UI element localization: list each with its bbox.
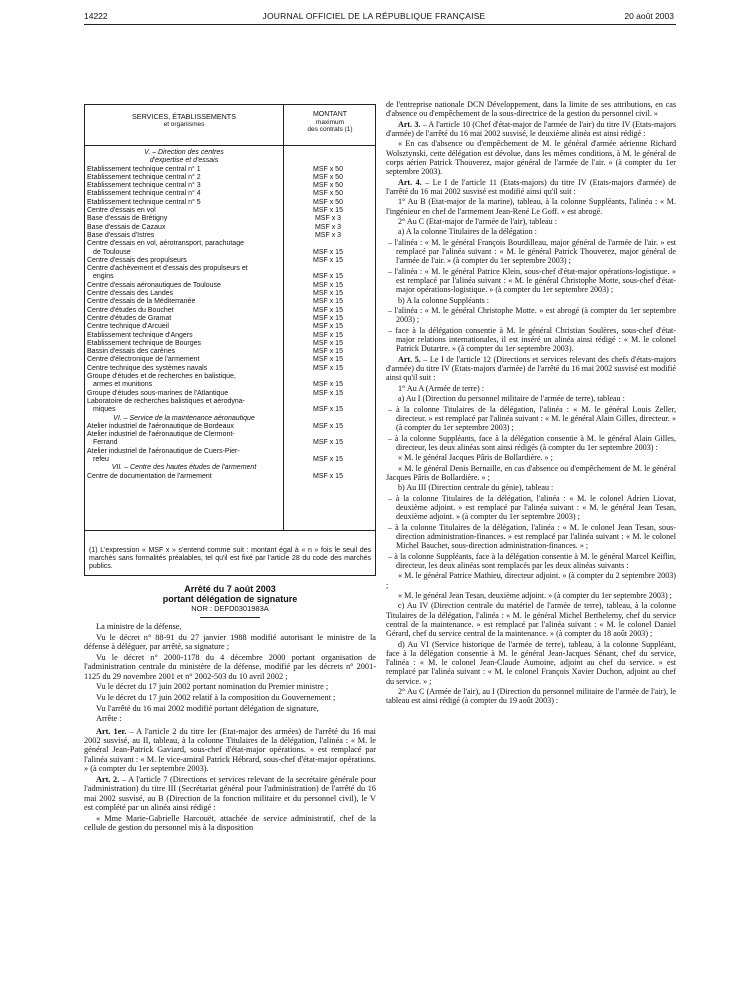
article-5-label: Art. 5. — [398, 354, 421, 364]
table-cell-amount: MSF x 15 — [313, 364, 343, 372]
paragraph: « M. le général Patrice Mathieu, directeur adjoint. » (à compter du 2 septembre 2003) ; — [386, 571, 676, 590]
paragraph: – à la colonne Titulaires de la délégation, l'alinéa : « M. le colonel Jean Tesan, sous-direction administration-finances. » est remplacé par l'alinéa suivant : « M. le colonel Michel Bauchet, sous-direction administration-finances. » ; — [388, 522, 676, 551]
table-cell-service: Atelier industriel de l'aéronautique de Bordeaux — [87, 422, 234, 430]
table-cell-amount: MSF x 15 — [313, 314, 343, 322]
table-cell-amount: MSF x 15 — [313, 472, 343, 480]
table-cell-amount: MSF x 15 — [313, 256, 343, 264]
table-row — [85, 207, 375, 215]
table-cell-amount — [281, 157, 375, 165]
table-cell-amount: MSF x 15 — [313, 290, 343, 298]
table-row — [85, 307, 375, 315]
article-4-label: Art. 4. — [398, 177, 422, 187]
decree-title-line1: Arrêté du 7 août 2003 — [184, 584, 276, 594]
paragraph: b) A la colonne Suppléants : — [398, 295, 490, 305]
article-1-text: – A l'article 2 du titre Ier (Etat-major des armées) de l'arrêté du 16 mai 2002 susvisé, au II, tableau, à la colonne Titulaires de la délégation, l'alinéa : « M. le général Jean-Patrick Gaviard, sous-chef d'état-major opérations. » est remplacé par l'alinéa suivant : « M. le vice-amiral Patrick Hébrard, sous-chef d'état-major opérations. » (à compter du 1er septembre 2003). — [84, 726, 376, 774]
table-cell-amount — [281, 149, 375, 157]
table-cell-service: armes et munitions — [93, 381, 153, 389]
paragraph: – à la colonne Titulaires de la délégation, l'alinéa : « M. le général Louis Zeller, directeur. » est remplacé par l'alinéa suivant : « M. le général Alain Gilles, directeur. » (à compter du 1er septembre 2003) ; — [388, 404, 676, 433]
header-amount-line1: MONTANT — [312, 111, 348, 118]
table-cell-amount: MSF x 50 — [313, 190, 343, 198]
table-row — [85, 290, 375, 298]
table-cell-service: Centre de documentation de l'armement — [87, 472, 212, 480]
table-cell-service: refeu — [93, 455, 109, 463]
article-2-text: – A l'article 7 (Directions et services relevant de la secrétaire générale pour l'administration) du titre III (Secrétariat général pour l'administration) de l'arrêté du 16 mai 2002 susvisé, au B (Direction de la fonction militaire et du personnel civil), le V est complété par un alinéa ainsi rédigé : — [84, 774, 377, 813]
table-row — [85, 340, 375, 348]
table-cell-service: Centre d'essais des propulseurs — [87, 256, 187, 264]
article-5-text: – Le I de l'article 12 (Directions et services relevant des chefs d'états-majors d'armée) du titre IV (Etats-majors d'armée) de l'arrêté du 16 mai 2002 susvisé est modifié ainsi qu'il suit : — [386, 354, 676, 383]
paragraph: b) Au III (Direction centrale du génie), tableau : — [398, 483, 554, 493]
page-number: 14222 — [84, 11, 108, 21]
decree-left-column — [84, 584, 376, 834]
table-cell-amount: MSF x 15 — [313, 298, 343, 306]
table-cell-amount: MSF x 15 — [313, 281, 343, 289]
paragraph: a) Au I (Direction du personnel militaire de l'armée de terre), tableau : — [398, 394, 625, 404]
article-4 — [386, 178, 676, 197]
table-cell-amount — [281, 240, 375, 248]
table-cell-amount: MSF x 15 — [313, 356, 343, 364]
table-row — [85, 406, 375, 414]
paragraph: 2° Au C (Etat-major de l'armée de l'air), tableau : — [398, 216, 557, 226]
table-cell-service: Centre d'essais aéronautiques de Toulouse — [87, 281, 221, 289]
table-cell-service: de Toulouse — [93, 248, 131, 256]
table-cell-service: Etablissement technique central n° 2 — [87, 173, 201, 181]
table-cell-amount: MSF x 15 — [313, 406, 343, 414]
paragraph: de l'entreprise nationale DCN Développement, dans la limite de ses attributions, en cas d'absence ou d'empêchement de la sous-directrice de la gestion du personnel civil. » — [386, 100, 676, 119]
table-row — [85, 224, 375, 232]
paragraph: 2° Au C (Armée de l'air), au I (Direction du personnel militaire de l'armée de l'air), le tableau est ainsi rédigé (à compter du 19 août 2003) : — [386, 687, 676, 706]
table-cell-service: VI. – Service de la maintenance aéronautique — [113, 414, 255, 422]
table-section-heading — [85, 464, 375, 472]
table-cell-amount: MSF x 15 — [313, 381, 343, 389]
table-cell-amount: MSF x 3 — [314, 223, 342, 231]
table-cell-service: Centre d'études de Gramat — [87, 314, 172, 322]
table-cell-service: Etablissement technique d'Angers — [87, 331, 193, 339]
decree-arrete: Arrête : — [96, 714, 122, 724]
decree-nor: NOR : DEFD0301983A — [191, 604, 269, 613]
paragraph: « M. le général Denis Bernaille, en cas d'absence ou d'empêchement de M. le général Jacques Pâris de Bollardière. » ; — [386, 463, 676, 482]
table-cell-service: Bassin d'essais des carènes — [87, 348, 176, 356]
table-row — [85, 282, 375, 290]
decree-right-column — [386, 100, 676, 707]
table-cell-service: Centre technique des systèmes navals — [87, 364, 208, 372]
table-cell-service: d'expertise et d'essais — [149, 157, 219, 165]
article-3 — [386, 120, 676, 139]
table-cell-amount — [281, 373, 375, 381]
paragraph: – à la colonne Suppléants, face à la délégation consentie à M. le général Marcel Keiflin, directeur, les deux alinéas sont remplacés par les deux alinéas suivants : — [388, 551, 676, 570]
article-2-quote: « Mme Marie-Gabrielle Harcouët, attachée de service administratif, chef de la cellule de gestion du personnel mis à la disposition — [84, 813, 376, 833]
table-row — [85, 456, 375, 464]
paragraph: a) A la colonne Titulaires de la délégation : — [398, 227, 537, 237]
article-3-label: Art. 3. — [398, 119, 421, 129]
table-cell-service: Etablissement technique central n° 3 — [87, 182, 201, 190]
article-2 — [84, 775, 376, 813]
table-row — [85, 332, 375, 340]
table-cell-amount — [281, 265, 375, 273]
table-row — [85, 166, 375, 174]
table-row — [85, 423, 375, 431]
table-cell-amount: MSF x 50 — [313, 173, 343, 181]
table-cell-service: Etablissement technique central n° 5 — [87, 198, 201, 206]
table-row — [85, 199, 375, 207]
header-services-line2: et organismes — [163, 121, 205, 128]
article-1-label: Art. 1er. — [96, 726, 127, 736]
header-amount-line3: des contrats (1) — [307, 126, 353, 134]
article-4-text: – Le I de l'article 11 (Etats-majors) du titre IV (Etats-majors d'armée) de l'arrêté du 16 mai 2002 susvisé est modifié ainsi qu'il suit : — [386, 177, 676, 196]
table-header-separator — [85, 145, 375, 146]
table-cell-service: Centre d'études du Bouchet — [87, 306, 174, 314]
table-header-amount — [283, 111, 377, 134]
paragraph: 1° Au A (Armée de terre) : — [398, 383, 484, 393]
paragraph: – l'alinéa : « M. le général Patrice Klein, sous-chef d'état-major opérations-logistique. » est remplacé par l'alinéa suivant : « M. le général Christophe Motte, sous-chef d'état-major opérations-logistique. » (à compter du 1er septembre 2003) ; — [388, 266, 676, 295]
table-cell-amount: MSF x 15 — [313, 339, 343, 347]
table-row — [85, 190, 375, 198]
table-cell-amount — [281, 464, 375, 472]
table-cell-amount: MSF x 15 — [313, 389, 343, 397]
table-row — [85, 365, 375, 373]
table-row — [85, 240, 375, 248]
table-cell-service: V. – Direction des centres — [144, 149, 224, 156]
article-1 — [84, 727, 376, 774]
decree-paragraph: Vu le décret n° 88-91 du 27 janvier 1988 modifié autorisant le ministre de la défense à déléguer, par arrêté, sa signature ; — [84, 633, 376, 652]
table-cell-service: Base d'essais d'Istres — [87, 231, 155, 239]
table-body — [85, 149, 375, 481]
paragraph: – face à la délégation consentie à M. le général Christian Soulères, sous-chef d'état-major relations internationales, il est inséré un alinéa ainsi rédigé : « M. le colonel Patrick Dutartre. » (à compter du 1er septembre 2003). — [388, 325, 676, 354]
table-row — [85, 439, 375, 447]
table-cell-service: miques — [93, 406, 116, 414]
table-cell-amount: MSF x 15 — [313, 207, 343, 215]
table-section-heading — [85, 415, 375, 423]
table-cell-service: Centre d'essais des Landes — [87, 290, 174, 298]
decree-title-line2: portant délégation de signature — [162, 594, 298, 604]
table-cell-service: Base d'essais de Brétigny — [87, 215, 168, 223]
table-cell-amount: MSF x 50 — [313, 165, 343, 173]
table-row — [85, 373, 375, 381]
table-cell-service: Ferrand — [93, 439, 118, 447]
table-cell-amount: MSF x 15 — [313, 348, 343, 356]
table-cell-amount: MSF x 50 — [313, 182, 343, 190]
table-cell-amount: MSF x 15 — [313, 439, 343, 447]
paragraph: « En cas d'absence ou d'empêchement de M. le général d'armée aérienne Richard Wolsztynski, cette délégation est dévolue, dans les mêmes conditions, à M. le général de corps aérien Patrick Thouverez, major général de l'armée de l'air. » (à compter du 1er septembre 2003). — [386, 139, 676, 177]
table-cell-amount: MSF x 15 — [313, 273, 343, 281]
article-3-text: – A l'article 10 (Chef d'état-major de l'armée de l'air) du titre IV (Etats-majors d'armée) de l'arrêté du 16 mai 2002 susvisé, le deuxième alinéa est ainsi rédigé : — [386, 119, 677, 138]
table-cell-amount: MSF x 15 — [313, 248, 343, 256]
table-row — [85, 348, 375, 356]
table-row — [85, 390, 375, 398]
paragraph: – l'alinéa : « M. le général Christophe Motte. » est abrogé (à compter du 1er septembre 2003) ; — [388, 306, 676, 325]
table-row — [85, 298, 375, 306]
table-cell-service: Etablissement technique central n° 4 — [87, 190, 201, 198]
table-cell-service: Groupe d'études et de recherches en balistique, — [87, 373, 236, 381]
table-cell-service: Etablissement technique de Bourges — [87, 339, 202, 347]
table-cell-amount: MSF x 15 — [313, 422, 343, 430]
table-cell-amount: MSF x 15 — [313, 306, 343, 314]
table-row — [85, 381, 375, 389]
table-cell-service: Etablissement technique central n° 1 — [87, 165, 201, 173]
table-cell-service: Centre d'achèvement et d'essais des propulseurs et — [87, 265, 248, 273]
paragraph: 1° Au B (Etat-major de la marine), tableau, à la colonne Suppléants, l'alinéa : « M. l'ingénieur en chef de l'armement Jean-René Le Goff. » est abrogé. — [386, 197, 676, 216]
table-cell-amount — [281, 415, 375, 423]
decree-rule — [200, 617, 260, 618]
table-footnote-separator — [85, 530, 375, 531]
paragraph: d) Au VI (Service historique de l'armée de terre), tableau, à la colonne Suppléant, face à la délégation consentie à M. le général Jean-Jacques Sénant, chef du service, l'alinéa : « M. le colonel Jean-Claude Aumoine, adjoint au chef du service. » est remplacé par l'alinéa suivant : « M. le colonel François Xavier Duchon, adjoint au chef du service. » ; — [386, 639, 676, 686]
table-row — [85, 448, 375, 456]
table-cell-service: Centre d'essais en vol — [87, 207, 156, 215]
article-5 — [386, 355, 676, 383]
table-row — [85, 174, 375, 182]
table-row — [85, 232, 375, 240]
header-rule — [84, 24, 676, 25]
decree-paragraph: Vu le décret du 17 juin 2002 relatif à la composition du Gouvernement ; — [96, 693, 336, 702]
table-cell-service: engins — [93, 273, 114, 281]
paragraph: – l'alinéa : « M. le général François Bourdilleau, major général de l'armée de l'air. » est remplacé par l'alinéa suivant : « M. le général Patrick Thouverez, major général de l'armée de l'air. » (à compter du 1er septembre 2003) ; — [388, 237, 676, 266]
table-row — [85, 431, 375, 439]
table-cell-amount: MSF x 15 — [313, 331, 343, 339]
table-row — [85, 249, 375, 257]
table-row — [85, 273, 375, 281]
table-cell-amount — [281, 448, 375, 456]
table-footnote: (1) L'expression « MSF x » s'entend comme suit : montant égal à « n » fois le seuil des marchés sans formalités préalables, tel qu'il est fixé par l'article 28 du code des marchés publics. — [89, 547, 371, 570]
table-row — [85, 257, 375, 265]
table-row — [85, 356, 375, 364]
paragraph: « M. le général Jean Tesan, deuxième adjoint. » (à compter du 1er septembre 2003) ; — [398, 591, 672, 600]
decree-paragraph: Vu le décret n° 2000-1178 du 4 décembre 2000 portant organisation de l'administration centrale du ministère de la défense, modifié par les décrets n° 2001-1125 du 29 novembre 2001 et n° 2002-503 du 10 avril 2002 ; — [84, 653, 376, 681]
table-row — [85, 215, 375, 223]
table-cell-service: Centre d'essais de la Méditerranée — [87, 298, 196, 306]
article-2-label: Art. 2. — [96, 774, 120, 784]
table-cell-service: Centre d'électronique de l'armement — [87, 356, 200, 364]
table-cell-service: Groupe d'études sous-marines de l'Atlantique — [87, 389, 229, 397]
table-section-heading — [85, 149, 375, 157]
journal-title: JOURNAL OFFICIEL DE LA RÉPUBLIQUE FRANÇAISE — [262, 11, 486, 21]
table-row — [85, 323, 375, 331]
paragraph: – à la colonne Suppléants, face à la délégation consentie à M. le général Alain Gilles, directeur, les deux alinéas sont ainsi rédigés (à compter du 1er septembre 2003) : — [388, 433, 676, 452]
header-services-line1: SERVICES, ÉTABLISSEMENTS — [132, 112, 236, 121]
table-cell-amount: MSF x 3 — [314, 231, 342, 239]
table-cell-service: Centre d'essais en vol, aérotransport, parachutage — [87, 240, 244, 248]
table-cell-amount: MSF x 3 — [314, 215, 342, 223]
table-row — [85, 473, 375, 481]
page-header — [0, 8, 748, 24]
contracts-table — [84, 104, 376, 576]
decree-paragraph: Vu le décret du 17 juin 2002 portant nomination du Premier ministre ; — [96, 682, 329, 692]
table-row — [85, 398, 375, 406]
table-row — [85, 315, 375, 323]
paragraph: – à la colonne Titulaires de la délégation, l'alinéa : « M. le colonel Adrien Liovat, deuxième adjoint. » est remplacé par l'alinéa suivant : « M. le général Jean Tesan, deuxième adjoint. » (à compter du 1er septembre 2003) ; — [388, 493, 676, 522]
table-cell-amount: MSF x 50 — [313, 198, 343, 206]
table-section-heading — [85, 157, 375, 165]
paragraph: « M. le général Jacques Pâris de Bollardière. » ; — [398, 453, 553, 463]
table-cell-amount: MSF x 15 — [313, 455, 343, 463]
decree-paragraph: La ministre de la défense, — [96, 622, 182, 632]
table-cell-amount: MSF x 15 — [313, 323, 343, 331]
header-amount-line2: maximum — [315, 118, 345, 126]
table-cell-service: Base d'essais de Cazaux — [87, 223, 166, 231]
table-cell-service: Atelier industriel de l'aéronautique de Clermont- — [87, 431, 235, 439]
table-cell-amount — [281, 398, 375, 406]
table-cell-service: VII. – Centre des hautes études de l'armement — [111, 464, 257, 472]
table-cell-service: Atelier industriel de l'aéronautique de Cuers-Pier- — [87, 447, 240, 455]
table-cell-service: Centre technique d'Arcueil — [87, 323, 169, 331]
paragraph: c) Au IV (Direction centrale du matériel de l'armée de terre), tableau, à la colonne Titulaires de la délégation, l'alinéa : « M. le général Michel Berthelemy, chef du service central de la maintenance. » est remplacé par l'alinéa suivant : « M. le colonel Daniel Gérard, chef du service central de la maintenance. » (à compter du 18 août 2003) ; — [386, 601, 676, 639]
table-cell-amount — [281, 431, 375, 439]
issue-date: 20 août 2003 — [624, 11, 674, 21]
table-cell-service: Laboratoire de recherches balistiques et aérodyna- — [87, 397, 245, 405]
table-row — [85, 265, 375, 273]
decree-paragraph: Vu l'arrêté du 16 mai 2002 modifié portant délégation de signature, — [96, 703, 319, 713]
table-header-services — [85, 113, 283, 129]
